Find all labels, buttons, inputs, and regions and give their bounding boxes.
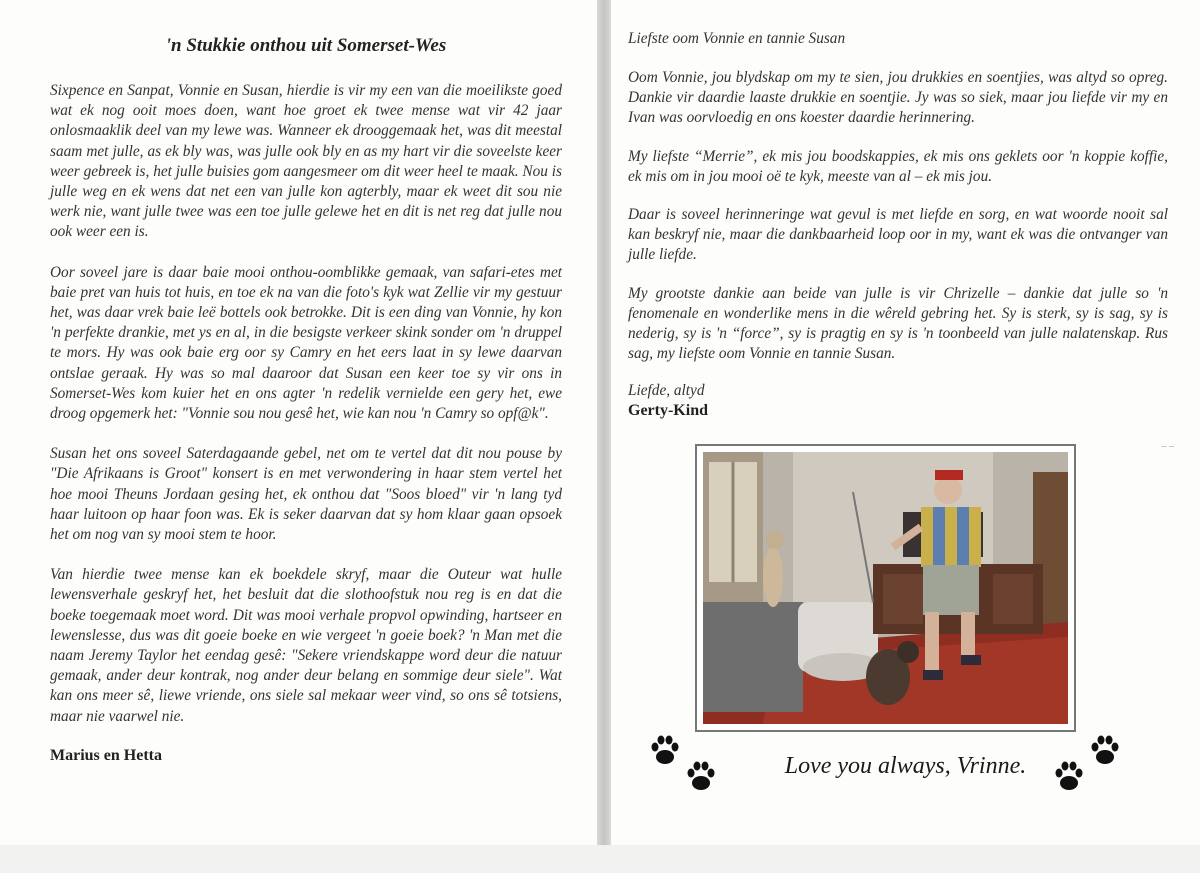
photo-illustration bbox=[703, 452, 1068, 724]
right-signature: Gerty-Kind bbox=[628, 402, 708, 420]
right-paragraph-4: My grootste dankie aan beide van julle is vir Chrizelle – dankie dat julle so 'n fenomenale en wonderlike mens in die wêreld gebring het. Sy is sterk, sy is sag, sy is nederig, sy is 'n “force”, sy is pragtig en sy is 'n toonbeeld van julle nalatenskap. Rus sag, my liefste oom Vonnie en tannie Susan. bbox=[628, 284, 1168, 363]
left-page bbox=[0, 0, 597, 845]
page-bottom-edge bbox=[0, 845, 1200, 873]
right-paragraph-1: Oom Vonnie, jou blydskap om my te sien, jou drukkies en soentjies, was altyd so opreg. Dankie vir daardie laaste drukkie en soentjie. Jy was so siek, maar jou liefde vir my en Ivan was oorvloedig en ons koester daardie herinnering. bbox=[628, 69, 1168, 127]
memorial-photo bbox=[703, 452, 1068, 724]
letter-greeting: Liefste oom Vonnie en tannie Susan bbox=[628, 30, 846, 47]
right-paragraph-2: My liefste “Merrie”, ek mis jou boodskappies, ek mis ons geklets oor 'n koppie koffie, ek mis om in jou mooi oë te kyk, meeste van al – ek mis jou. bbox=[628, 147, 1168, 185]
margin-mark: – – bbox=[1161, 441, 1174, 452]
love-message: Love you always, Vrinne. bbox=[784, 753, 1027, 779]
photo-frame bbox=[695, 444, 1076, 732]
right-paragraph-3: Daar is soveel herinneringe wat gevul is met liefde en sorg, en wat woorde nooit sal kan beskryf nie, maar die dankbaarheid loop oor in my, want ek was die ontvanger van julle liefde. bbox=[628, 206, 1168, 264]
left-paragraph-4: Van hierdie twee mense kan ek boekdele skryf, maar die Outeur wat hulle lewensverhale geskryf het, het besluit dat die slothoofstuk nou reg is en dat die boeke toegemaak moet word. Dit was mooi verhale propvol opwinding, hartseer en lewenslesse, dus was dit goeie boeke en wie vergeet 'n goeie boek? 'n Man met die naam Jeremy Taylor het eendag gesê: "Sekere vriendskappe word deur die natuur gemaak, ander deur kontrak, nog ander deur belang en sommige deur siele". Wat kan ons meer sê, liewe vriende, ons siele sal mekaar weer vind, so ons sê totsiens, maar nie vaarwel nie. bbox=[50, 566, 562, 725]
letter-closing: Liefde, altyd bbox=[628, 382, 705, 400]
book-spine bbox=[597, 0, 611, 845]
article-title: 'n Stukkie onthou uit Somerset-Wes bbox=[165, 35, 447, 56]
left-paragraph-3: Susan het ons soveel Saterdagaande gebel, net om te vertel dat dit nou pouse by "Die Afrikaans is Groot" konsert is en met verwondering in haar stem vertel het hoe mooi Theuns Jordaan gesing het, ek onthou dat "Soos bloed" vir 'n lang tyd haar luitoon op haar foon was. Ek is seker daarvan dat sy hom klaar gaan opsoek het om nog van sy mooi stem te hoor. bbox=[50, 445, 562, 544]
left-signature: Marius en Hetta bbox=[50, 746, 162, 764]
left-paragraph-2: Oor soveel jare is daar baie mooi onthou-oomblikke gemaak, van safari-etes met baie pret van huis tot huis, en toe ek na van die foto's kyk wat Zellie vir my gestuur het, was daar vrek baie leë bottels ook betrokke. Dit is een ding van Vonnie, hy kon 'n perfekte drankie, met ys en al, in die besigste verkeer skink sonder om 'n druppel te mors. Hy was ook baie erg oor sy Camry en het eers laat in sy lewe daarvan ontslae geraak. Hy was so mal daaroor dat Susan een keer toe sy vir ons in Somerset-Wes kom kuier het en ons agter 'n redelik vernielde een gery het, ewe droog opgemerk het: "Vonnie sou nou gesê het, wie kan nou 'n Camry so opf@k". bbox=[50, 263, 562, 423]
right-page bbox=[611, 0, 1200, 845]
left-paragraph-1: Sixpence en Sanpat, Vonnie en Susan, hierdie is vir my een van die moeilikste goed wat ek nog ooit moes doen, want hoe groet ek twee mense wat vir 42 jaar onlosmaaklik deel van my lewe was. Wanneer ek drooggemaak het, was dit meestal saam met julle, as ek bly was, was julle ook bly en as my hart vir die soveelste keer weer gebreek is, het julle buisies gom aangesmeer om dit weer heel te maak. Nou is julle weg en ek wens dat net een van julle kon agterbly, maar ek weet dit sou nie werk nie, want julle twee was een toe julle gelewe het en dit is net reg dat julle nou ook weer een is. bbox=[50, 82, 562, 241]
